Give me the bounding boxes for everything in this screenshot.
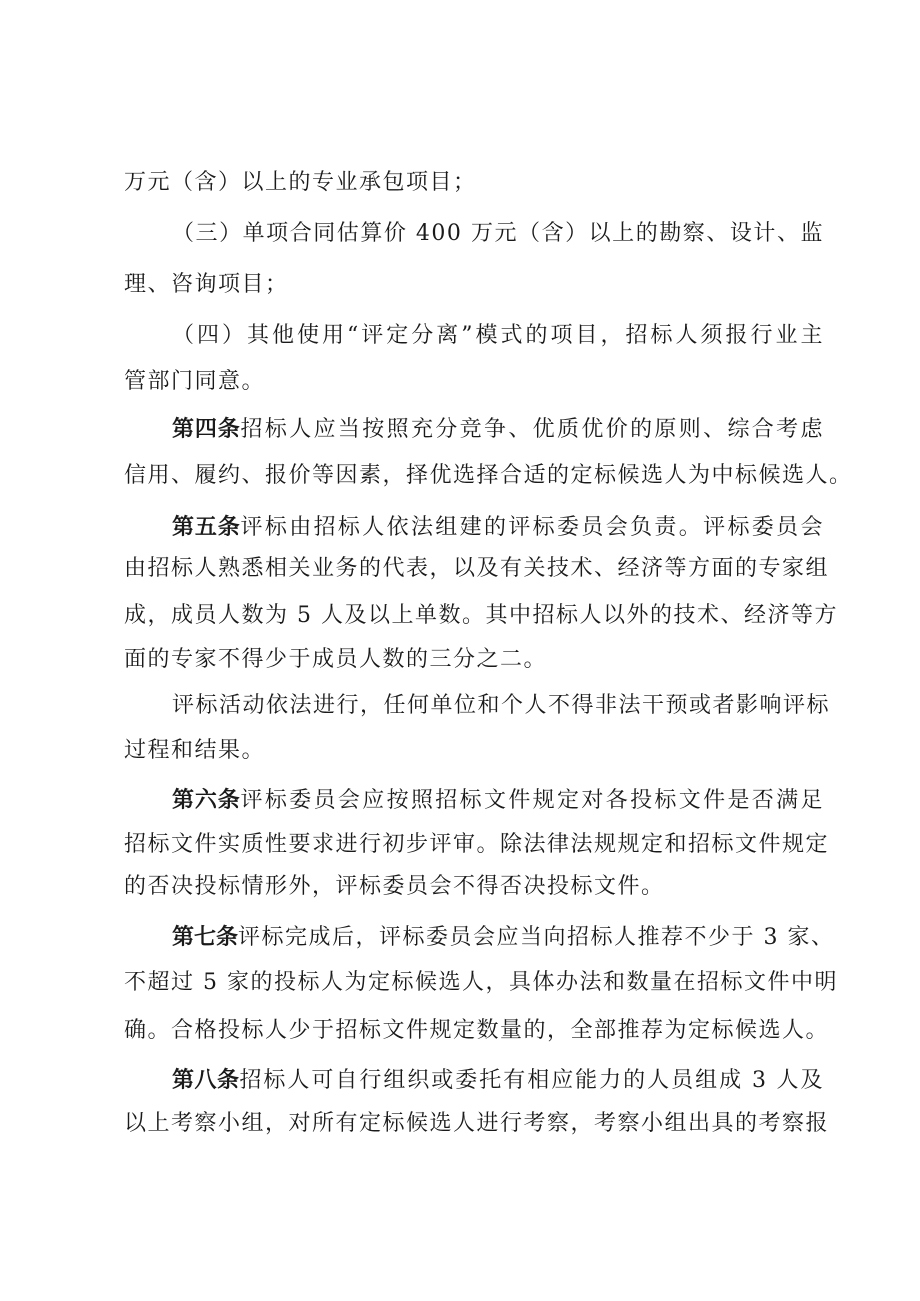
article-6-line: 第六条评标委员会应按照招标文件规定对各投标文件是否满足: [172, 787, 824, 813]
text-line: 评标活动依法进行，任何单位和个人不得非法干预或者影响评标: [172, 693, 831, 718]
text-line: 过程和结果。: [124, 738, 266, 763]
article-heading: 第四条: [172, 416, 241, 442]
text-line: 由招标人熟悉相关业务的代表，以及有关技术、经济等方面的专家组: [124, 556, 830, 581]
text-line: （四）其他使用“评定分离”模式的项目，招标人须报行业主: [172, 323, 824, 348]
text-line: 理、咨询项目；: [124, 272, 289, 297]
text-line: 的否决投标情形外，评标委员会不得否决投标文件。: [124, 874, 665, 899]
text-line: （三）单项合同估算价 400 万元（含）以上的勘察、设计、监: [172, 221, 824, 246]
text-line: 招标文件实质性要求进行初步评审。除法律法规规定和招标文件规定: [124, 832, 830, 857]
text-line: 不超过 5 家的投标人为定标候选人，具体办法和数量在招标文件中明: [124, 970, 838, 995]
text-line: 信用、履约、报价等因素，择优选择合适的定标候选人为中标候选人。: [124, 463, 853, 488]
article-heading: 第七条: [172, 924, 239, 950]
article-heading: 第八条: [172, 1067, 240, 1093]
text-line: 面的专家不得少于成员人数的三分之二。: [124, 647, 548, 672]
text-line: 管部门同意。: [124, 369, 266, 394]
text-line: 以上考察小组，对所有定标候选人进行考察，考察小组出具的考察报: [124, 1111, 830, 1136]
article-7-line: 第七条评标完成后，评标委员会应当向招标人推荐不少于 3 家、: [172, 924, 835, 950]
text-line: 确。合格投标人少于招标文件规定数量的，全部推荐为定标候选人。: [124, 1018, 830, 1043]
article-5-line: 第五条评标由招标人依法组建的评标委员会负责。评标委员会: [172, 514, 824, 540]
text-line: 万元（含）以上的专业承包项目；: [124, 170, 477, 195]
text-line: 成，成员人数为 5 人及以上单数。其中招标人以外的技术、经济等方: [124, 603, 838, 628]
article-4-line: 第四条招标人应当按照充分竞争、优质优价的原则、综合考虑: [172, 416, 824, 442]
article-heading: 第五条: [172, 514, 241, 540]
article-heading: 第六条: [172, 787, 241, 813]
article-8-line: 第八条招标人可自行组织或委托有相应能力的人员组成 3 人及: [172, 1067, 824, 1093]
